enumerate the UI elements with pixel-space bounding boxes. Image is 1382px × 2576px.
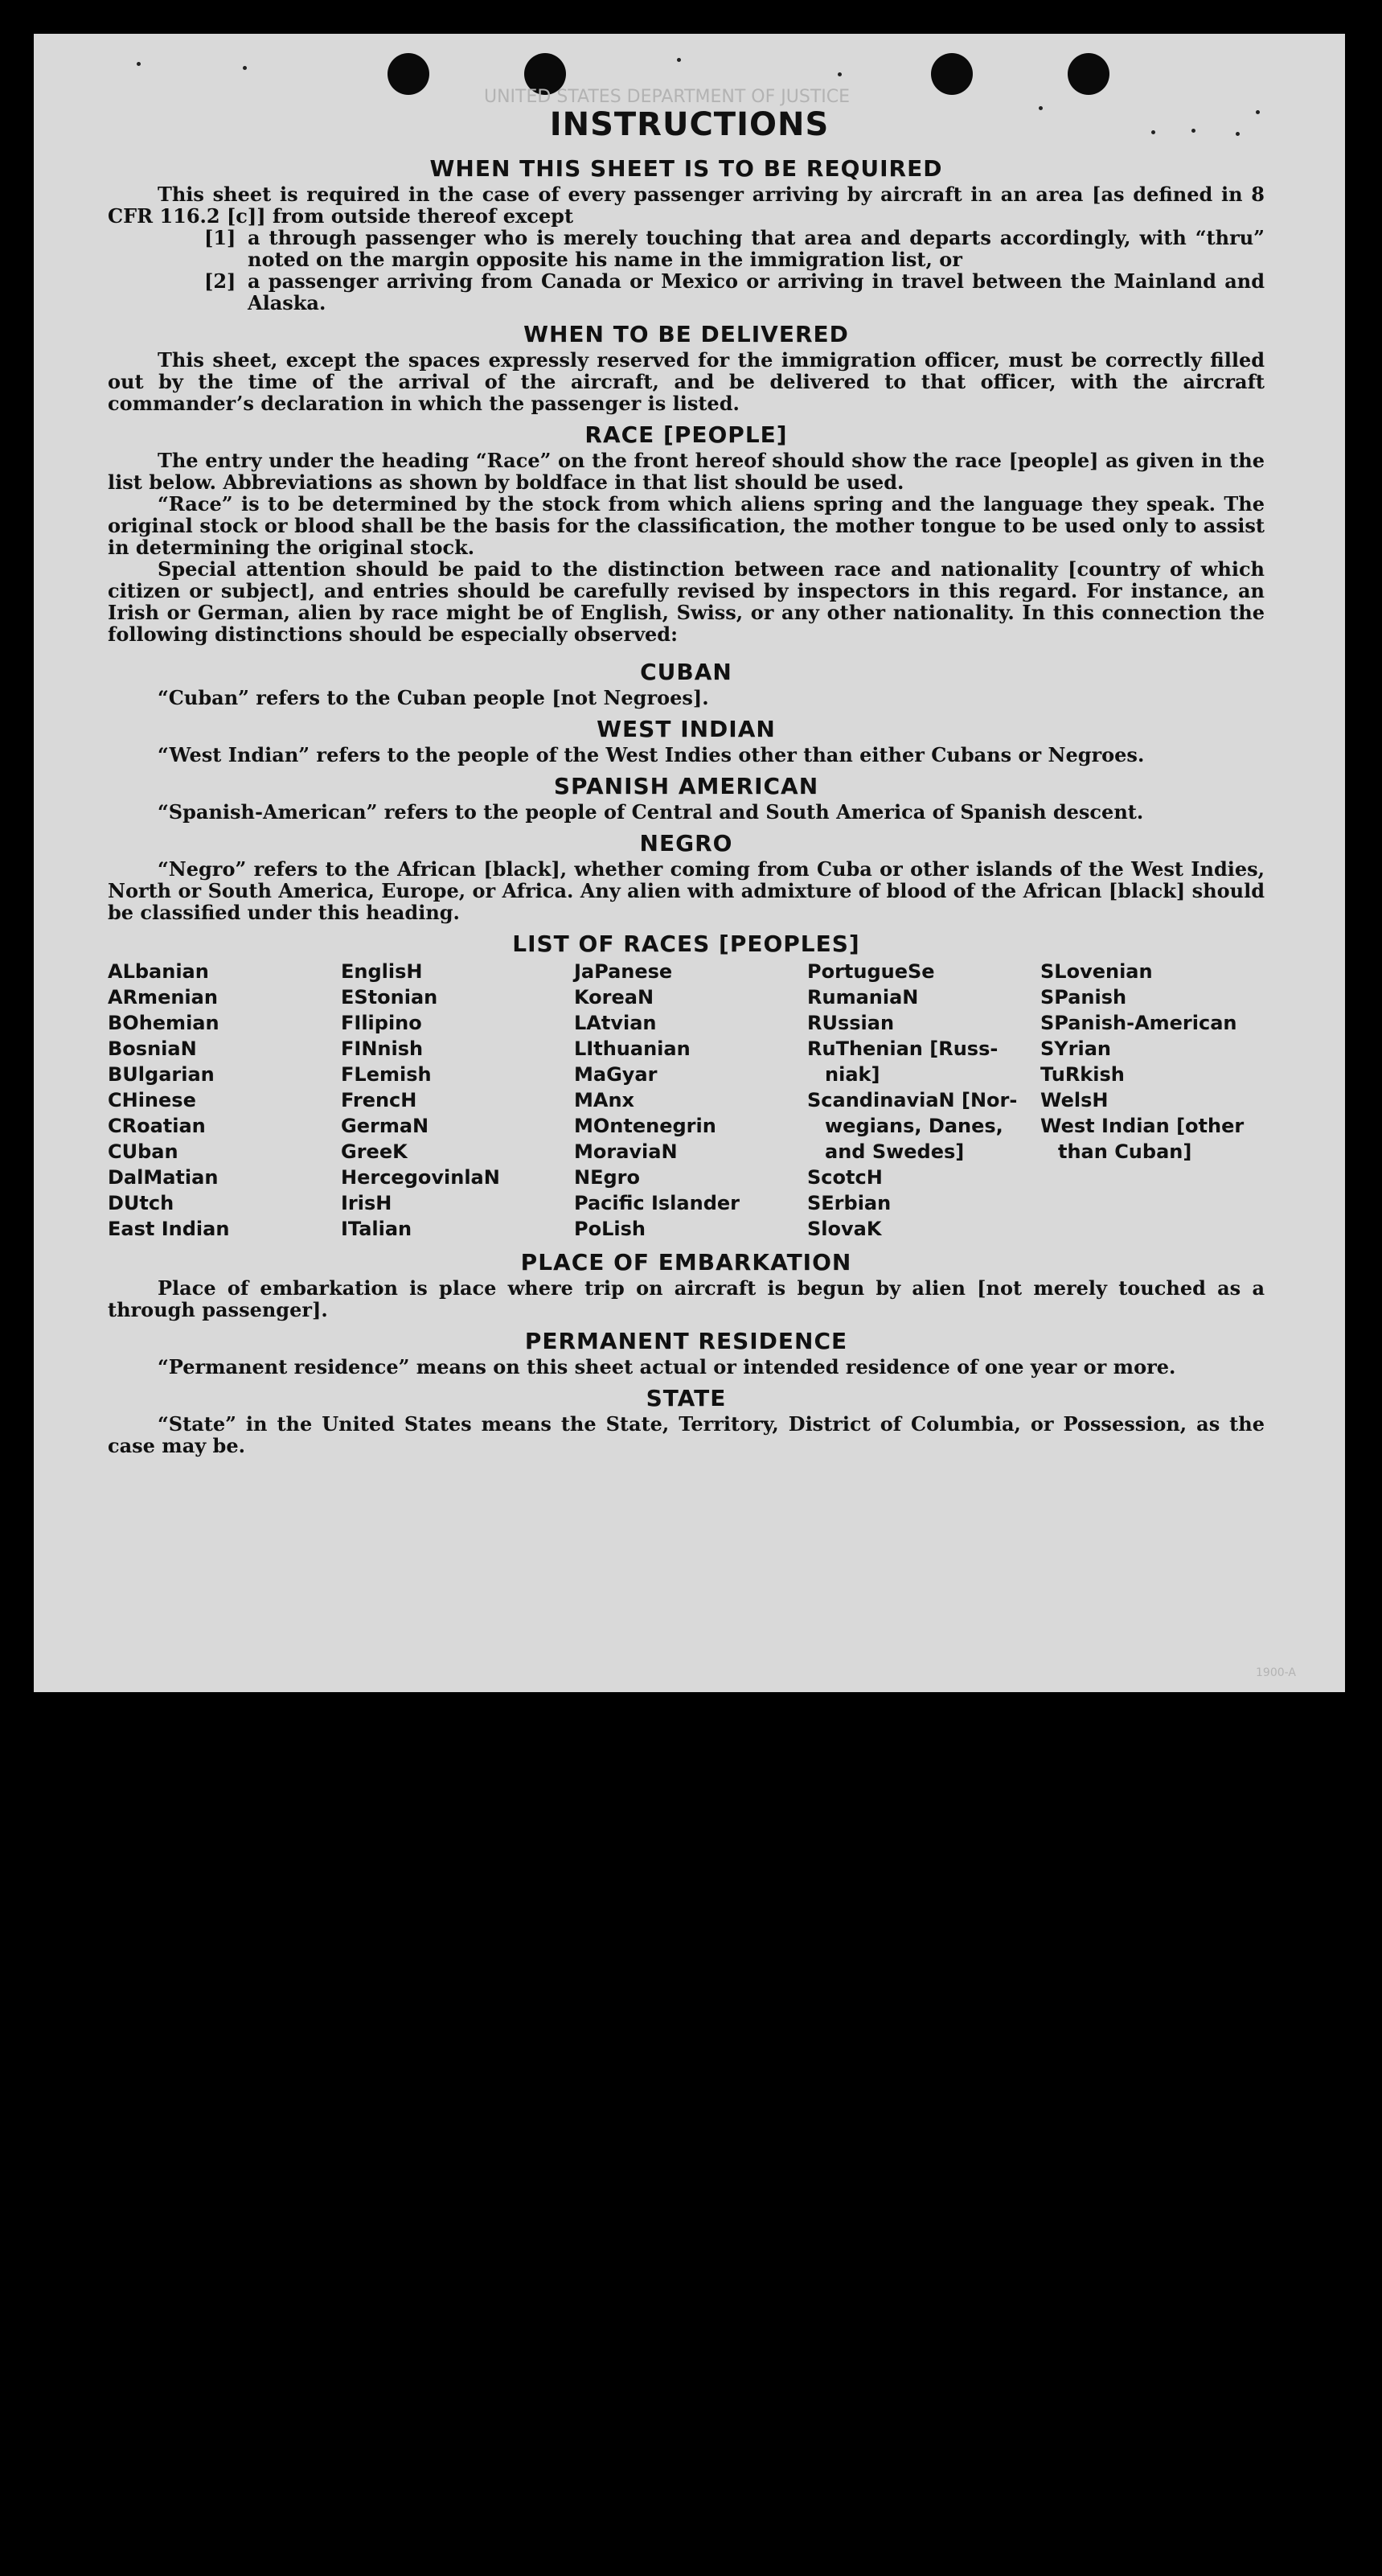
- spanish-american-text: “Spanish-American” refers to the people of Central and South America of Spanish descent.: [158, 800, 1144, 824]
- race-entry: BOhemian: [108, 1012, 219, 1034]
- race-entry: FrencH: [341, 1089, 417, 1111]
- exception-item: [108, 227, 1265, 270]
- punch-hole: [388, 53, 429, 95]
- section-heading-state: STATE: [646, 1385, 727, 1411]
- race-entry: EStonian: [341, 986, 438, 1009]
- race-entry: LIthuanian: [574, 1037, 691, 1060]
- race-entry: than Cuban]: [1058, 1140, 1192, 1163]
- race-entry: LAtvian: [574, 1012, 657, 1034]
- race-entry: DUtch: [108, 1192, 174, 1214]
- race-entry: BUlgarian: [108, 1063, 215, 1086]
- cuban-text: “Cuban” refers to the Cuban people [not Negroes].: [158, 686, 709, 709]
- race-entry: DalMatian: [108, 1166, 219, 1189]
- exception-text: a passenger arriving from Canada or Mexico or arriving in travel between the Mainland and Alaska.: [248, 269, 1265, 314]
- negro-text: “Negro” refers to the African [black], whether coming from Cuba or other islands of the West Indies, North or South America, Europe, or Africa. Any alien with admixture of blood of the African [black] should be classified under this heading.: [108, 857, 1265, 924]
- instruction-sheet: [34, 34, 1345, 1692]
- race-paragraph-3: Special attention should be paid to the distinction between race and nationality [country of which citizen or subject], and entries should be carefully revised by inspectors in this regard. For instance, an Irish or German, alien by race might be of English, Swiss, or any other nationality. In this connection the following distinctions should be especially observed:: [108, 557, 1265, 646]
- race-entry: ScandinaviaN [Nor-: [807, 1089, 1018, 1111]
- race-entry: KoreaN: [574, 986, 654, 1009]
- race-entry: PoLish: [574, 1218, 646, 1240]
- exception-number: [2]: [204, 269, 236, 293]
- race-entry: and Swedes]: [825, 1140, 965, 1163]
- section-heading-list: LIST OF RACES [PEOPLES]: [512, 931, 860, 957]
- race-column: [108, 959, 341, 1242]
- race-entry: BosniaN: [108, 1037, 197, 1060]
- instructions-body: [108, 154, 1265, 1456]
- race-entry: NEgro: [574, 1166, 640, 1189]
- section-heading-west-indian: WEST INDIAN: [597, 716, 776, 742]
- race-entry: SErbian: [807, 1192, 892, 1214]
- section-heading-cuban: CUBAN: [640, 659, 732, 685]
- race-entry: SPanish-American: [1040, 1012, 1237, 1034]
- residence-text: “Permanent residence” means on this sheet actual or intended residence of one year or more.: [158, 1355, 1176, 1378]
- race-entry: Pacific Islander: [574, 1192, 740, 1214]
- punch-hole: [1068, 53, 1109, 95]
- state-text: “State” in the United States means the State, Territory, District of Columbia, or Possession, as the case may be.: [108, 1412, 1265, 1457]
- bleed-through-text: UNITED STATES DEPARTMENT OF JUSTICE: [484, 87, 851, 107]
- race-entry: CHinese: [108, 1089, 196, 1111]
- exception-number: [1]: [204, 226, 236, 249]
- section-heading-race: RACE [PEOPLE]: [584, 421, 788, 448]
- race-entry: PortugueSe: [807, 960, 935, 983]
- race-entry: MoraviaN: [574, 1140, 678, 1163]
- exception-item: [108, 270, 1265, 314]
- race-entry: FIlipino: [341, 1012, 422, 1034]
- required-intro: This sheet is required in the case of every passenger arriving by aircraft in an area [as defined in 8 CFR 116.2 [c]] from outside thereof except: [108, 183, 1265, 228]
- section-heading-required: WHEN THIS SHEET IS TO BE REQUIRED: [429, 155, 943, 182]
- delivered-text: This sheet, except the spaces expressly reserved for the immigration officer, must be correctly filled out by the time of the arrival of the aircraft, and be delivered to that officer, with the aircraft commander’s declaration in which the passenger is listed.: [108, 348, 1265, 415]
- race-column: [574, 959, 807, 1242]
- section-heading-negro: NEGRO: [639, 830, 733, 857]
- race-entry: niak]: [825, 1063, 880, 1086]
- race-entry: East Indian: [108, 1218, 230, 1240]
- race-entry: ARmenian: [108, 986, 218, 1009]
- race-entry: SYrian: [1040, 1037, 1112, 1060]
- race-entry: FLemish: [341, 1063, 432, 1086]
- section-heading-residence: PERMANENT RESIDENCE: [524, 1328, 848, 1354]
- race-column: [807, 959, 1040, 1242]
- race-entry: RUssian: [807, 1012, 895, 1034]
- race-paragraph-1: The entry under the heading “Race” on the front hereof should show the race [people] as given in the list below. Abbreviations as shown by boldface in that list should be used.: [108, 449, 1265, 494]
- race-column: [1040, 959, 1273, 1242]
- west-indian-text: “West Indian” refers to the people of the West Indies other than either Cubans or Negroes.: [158, 743, 1145, 766]
- race-entry: GreeK: [341, 1140, 408, 1163]
- section-heading-spanish-american: SPANISH AMERICAN: [553, 773, 819, 799]
- race-entry: FINnish: [341, 1037, 424, 1060]
- race-entry: RuThenian [Russ-: [807, 1037, 999, 1060]
- page-title: INSTRUCTIONS: [549, 106, 830, 143]
- punch-hole: [931, 53, 973, 95]
- section-heading-embarkation: PLACE OF EMBARKATION: [520, 1249, 852, 1276]
- race-paragraph-2: “Race” is to be determined by the stock from which aliens spring and the language they speak. The original stock or blood shall be the basis for the classification, the mother tongue to be used only to assist in determining the original stock.: [108, 492, 1265, 559]
- race-column: [341, 959, 574, 1242]
- race-entry: GermaN: [341, 1115, 429, 1137]
- race-entry: SlovaK: [807, 1218, 882, 1240]
- embarkation-text: Place of embarkation is place where trip on aircraft is begun by alien [not merely touched as a through passenger].: [108, 1276, 1265, 1321]
- race-entry: MaGyar: [574, 1063, 658, 1086]
- race-entry: wegians, Danes,: [825, 1115, 1003, 1137]
- race-entry: TuRkish: [1040, 1063, 1125, 1086]
- race-entry: HercegovinlaN: [341, 1166, 500, 1189]
- race-entry: West Indian [other: [1040, 1115, 1245, 1137]
- race-entry: SPanish: [1040, 986, 1127, 1009]
- race-list: [108, 959, 1265, 1242]
- race-entry: ALbanian: [108, 960, 209, 983]
- race-entry: MOntenegrin: [574, 1115, 716, 1137]
- race-entry: EnglisH: [341, 960, 423, 983]
- form-number: 1900-A: [1256, 1666, 1296, 1679]
- race-entry: RumaniaN: [807, 986, 919, 1009]
- race-entry: CRoatian: [108, 1115, 206, 1137]
- race-entry: WelsH: [1040, 1089, 1109, 1111]
- race-entry: ScotcH: [807, 1166, 883, 1189]
- race-entry: ITalian: [341, 1218, 412, 1240]
- race-entry: MAnx: [574, 1089, 635, 1111]
- race-entry: JaPanese: [574, 960, 673, 983]
- section-heading-delivered: WHEN TO BE DELIVERED: [523, 321, 849, 347]
- exception-text: a through passenger who is merely touching that area and departs accordingly, with “thru” noted on the margin opposite his name in the immigration list, or: [248, 226, 1265, 271]
- race-entry: CUban: [108, 1140, 178, 1163]
- race-entry: SLovenian: [1040, 960, 1153, 983]
- race-entry: IrisH: [341, 1192, 392, 1214]
